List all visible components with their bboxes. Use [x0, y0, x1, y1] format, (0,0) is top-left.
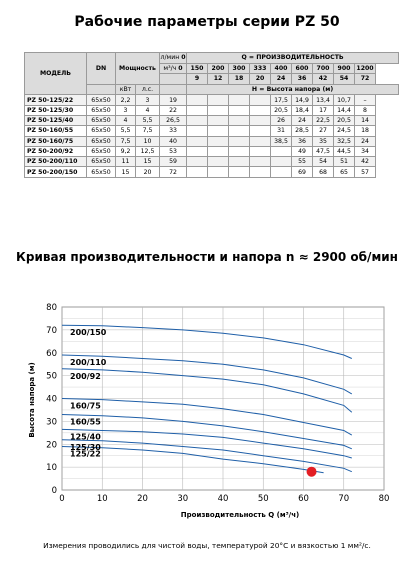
unit-m3h: м³/ч 0 [160, 63, 187, 74]
curve-label: 200/150 [70, 327, 107, 337]
head-cell: 20,5 [334, 115, 355, 125]
unit-lmin: л/мин 0 [160, 54, 186, 62]
hp-cell: 15 [136, 157, 160, 167]
head-cell: 57 [355, 167, 376, 177]
parameters-table [24, 52, 399, 178]
head-cell: 8 [355, 105, 376, 115]
head-cell [229, 115, 250, 125]
x-tick-label: 30 [177, 494, 189, 504]
head-cell [229, 126, 250, 136]
header-empty [160, 84, 187, 95]
head-cell: 18,4 [292, 105, 313, 115]
y-tick-labels [46, 303, 57, 496]
model-cell: PZ 50-200/92 [25, 146, 87, 156]
x-tick-label: 50 [257, 494, 269, 504]
header-q-lmin: 600 [292, 63, 313, 74]
y-tick-label: 40 [46, 394, 57, 405]
head-cell [271, 146, 292, 156]
measurement-note: Измерения проводились для чистой воды, температурой 20°С и вязкостью 1 мм²/с. [43, 541, 371, 550]
unit-kw: кВт [116, 84, 136, 95]
head-cell: 51 [334, 157, 355, 167]
header-q-lmin: 300 [229, 63, 250, 74]
model-cell: PZ 50-125/30 [25, 105, 87, 115]
head-cell [250, 95, 271, 105]
head-cell: 42 [355, 157, 376, 167]
table-row [25, 95, 399, 105]
x-axis-label: Производительность Q (м³/ч) [180, 511, 300, 519]
head-cell: 68 [313, 167, 334, 177]
head-cell: 22,5 [313, 115, 334, 125]
y-tick-label: 10 [46, 463, 57, 474]
chart-title: Кривая производительности и напора n ≈ 2900 об/мин [16, 250, 398, 264]
head-cell: 26,5 [160, 115, 187, 125]
head-cell [229, 146, 250, 156]
head-cell [208, 126, 229, 136]
curve-label: 160/75 [70, 401, 101, 411]
kw-cell: 7,5 [116, 136, 136, 146]
curve-label: 200/92 [70, 371, 101, 381]
hp-cell: 5,5 [136, 115, 160, 125]
head-cell: 14,9 [292, 95, 313, 105]
y-axis-label: Высота напора (м) [28, 362, 36, 438]
x-tick-labels [59, 494, 389, 504]
header-q-m3h: 18 [229, 74, 250, 85]
head-cell [229, 105, 250, 115]
head-cell: 20,5 [271, 105, 292, 115]
head-cell: 17,5 [271, 95, 292, 105]
dn-cell: 65x50 [87, 167, 116, 177]
model-cell: PZ 50-160/55 [25, 126, 87, 136]
head-cell [187, 167, 208, 177]
kw-cell: 2,2 [116, 95, 136, 105]
hp-cell: 12,5 [136, 146, 160, 156]
header-model: МОДЕЛЬ [25, 53, 87, 95]
kw-cell: 4 [116, 115, 136, 125]
head-cell: 19 [160, 95, 187, 105]
head-cell: 47,5 [313, 146, 334, 156]
header-q-m3h: 72 [355, 74, 376, 85]
head-cell [187, 105, 208, 115]
curve-label: 125/22 [70, 449, 101, 459]
y-tick-label: 80 [46, 303, 57, 313]
model-cell: PZ 50-200/110 [25, 157, 87, 167]
table-row [25, 167, 399, 177]
head-cell [208, 167, 229, 177]
head-cell [187, 95, 208, 105]
header-power: Мощность [116, 53, 160, 85]
head-cell: 69 [292, 167, 313, 177]
header-q-lmin: 333 [250, 63, 271, 74]
head-cell: 72 [160, 167, 187, 177]
header-q-m3h: 12 [208, 74, 229, 85]
kw-cell: 3 [116, 105, 136, 115]
head-cell [187, 157, 208, 167]
head-cell [250, 115, 271, 125]
y-tick-label: 50 [46, 371, 57, 382]
hp-cell: 4 [136, 105, 160, 115]
head-cell: 22 [160, 105, 187, 115]
head-cell [208, 95, 229, 105]
head-cell: 36 [292, 136, 313, 146]
head-cell [250, 157, 271, 167]
head-cell [271, 157, 292, 167]
head-cell: 24 [355, 136, 376, 146]
head-cell: 54 [313, 157, 334, 167]
dn-cell: 65x50 [87, 126, 116, 136]
hp-cell: 20 [136, 167, 160, 177]
x-tick-label: 40 [217, 494, 229, 504]
head-cell: 18 [355, 126, 376, 136]
head-cell [187, 115, 208, 125]
head-cell: 28,5 [292, 126, 313, 136]
x-tick-label: 80 [378, 494, 390, 504]
hp-cell: 10 [136, 136, 160, 146]
dn-cell: 65x50 [87, 115, 116, 125]
table-row [25, 146, 399, 156]
head-cell: 14 [355, 115, 376, 125]
table-row [25, 126, 399, 136]
head-cell: 65 [334, 167, 355, 177]
head-cell [208, 146, 229, 156]
header-q-m3h: 42 [313, 74, 334, 85]
head-cell: 24 [292, 115, 313, 125]
operating-point-marker [307, 467, 317, 477]
head-cell: 44,5 [334, 146, 355, 156]
head-cell [208, 105, 229, 115]
kw-cell: 5,5 [116, 126, 136, 136]
parameters-table-body [25, 95, 399, 177]
table-row [25, 105, 399, 115]
kw-cell: 11 [116, 157, 136, 167]
header-capacity: Q = ПРОИЗВОДИТЕЛЬНОСТЬ [187, 53, 399, 64]
header-q-lmin: 700 [313, 63, 334, 74]
head-cell: 13,4 [313, 95, 334, 105]
header-q-m3h: 9 [187, 74, 208, 85]
header-q-lmin: 900 [334, 63, 355, 74]
header-dn: DN [87, 53, 116, 85]
header-empty [87, 84, 116, 95]
table-row [25, 136, 399, 146]
head-cell: 59 [160, 157, 187, 167]
head-cell [187, 136, 208, 146]
y-tick-label: 30 [46, 417, 57, 428]
head-cell [250, 126, 271, 136]
dn-cell: 65x50 [87, 157, 116, 167]
dn-cell: 65x50 [87, 95, 116, 105]
head-cell: 24,5 [334, 126, 355, 136]
head-cell: 33 [160, 126, 187, 136]
curve-label: 200/110 [70, 358, 107, 368]
unit-hp: л.с. [136, 84, 160, 95]
head-cell: 53 [160, 146, 187, 156]
table-row [25, 115, 399, 125]
dn-cell: 65x50 [87, 146, 116, 156]
head-cell [208, 157, 229, 167]
header-q-lmin: 150 [187, 63, 208, 74]
header-q-m3h: 54 [334, 74, 355, 85]
head-cell: – [355, 95, 376, 105]
model-cell: PZ 50-200/150 [25, 167, 87, 177]
head-cell: 17 [313, 105, 334, 115]
page-title: Рабочие параметры серии PZ 50 [74, 14, 340, 30]
head-cell [208, 136, 229, 146]
x-tick-label: 70 [338, 494, 350, 504]
head-cell: 35 [313, 136, 334, 146]
head-cell [229, 157, 250, 167]
head-cell [229, 167, 250, 177]
head-cell [250, 146, 271, 156]
head-cell [250, 136, 271, 146]
header-q-lmin: 1200 [356, 64, 374, 72]
dn-cell: 65x50 [87, 136, 116, 146]
head-cell [250, 167, 271, 177]
performance-chart [0, 290, 414, 535]
head-cell [187, 146, 208, 156]
head-cell [229, 95, 250, 105]
model-cell: PZ 50-125/22 [25, 95, 87, 105]
header-head: Н = Высота напора (м) [187, 84, 399, 95]
table-row [25, 157, 399, 167]
header-q-m3h: 20 [250, 74, 271, 85]
head-cell [187, 126, 208, 136]
head-cell: 55 [292, 157, 313, 167]
x-tick-label: 60 [298, 494, 309, 504]
head-cell: 31 [271, 126, 292, 136]
header-q-m3h: 36 [292, 74, 313, 85]
curve-label: 125/40 [70, 432, 101, 442]
header-q-lmin: 200 [208, 63, 229, 74]
head-cell: 26 [271, 115, 292, 125]
head-cell: 38,5 [271, 136, 292, 146]
head-cell: 10,7 [334, 95, 355, 105]
head-cell: 40 [160, 136, 187, 146]
hp-cell: 7,5 [136, 126, 160, 136]
head-cell [271, 167, 292, 177]
header-q-lmin: 400 [271, 63, 292, 74]
header-empty [160, 74, 187, 85]
kw-cell: 9,2 [116, 146, 136, 156]
head-cell [208, 115, 229, 125]
hp-cell: 3 [136, 95, 160, 105]
y-tick-label: 70 [46, 325, 57, 336]
y-tick-label: 60 [46, 348, 57, 359]
x-tick-label: 10 [96, 494, 108, 504]
head-cell: 49 [292, 146, 313, 156]
y-tick-label: 20 [46, 440, 57, 451]
head-cell: 27 [313, 126, 334, 136]
model-cell: PZ 50-160/75 [25, 136, 87, 146]
curve-label: 160/55 [70, 417, 101, 427]
x-tick-label: 0 [59, 494, 65, 504]
head-cell: 14,4 [334, 105, 355, 115]
kw-cell: 15 [116, 167, 136, 177]
model-cell: PZ 50-125/40 [25, 115, 87, 125]
y-tick-label: 0 [51, 486, 57, 496]
head-cell [229, 136, 250, 146]
head-cell: 32,5 [334, 136, 355, 146]
head-cell [250, 105, 271, 115]
dn-cell: 65x50 [87, 105, 116, 115]
head-cell: 34 [355, 146, 376, 156]
x-tick-label: 20 [137, 494, 148, 504]
curve-label: 125/30 [70, 442, 101, 452]
header-q-m3h: 24 [271, 74, 292, 85]
